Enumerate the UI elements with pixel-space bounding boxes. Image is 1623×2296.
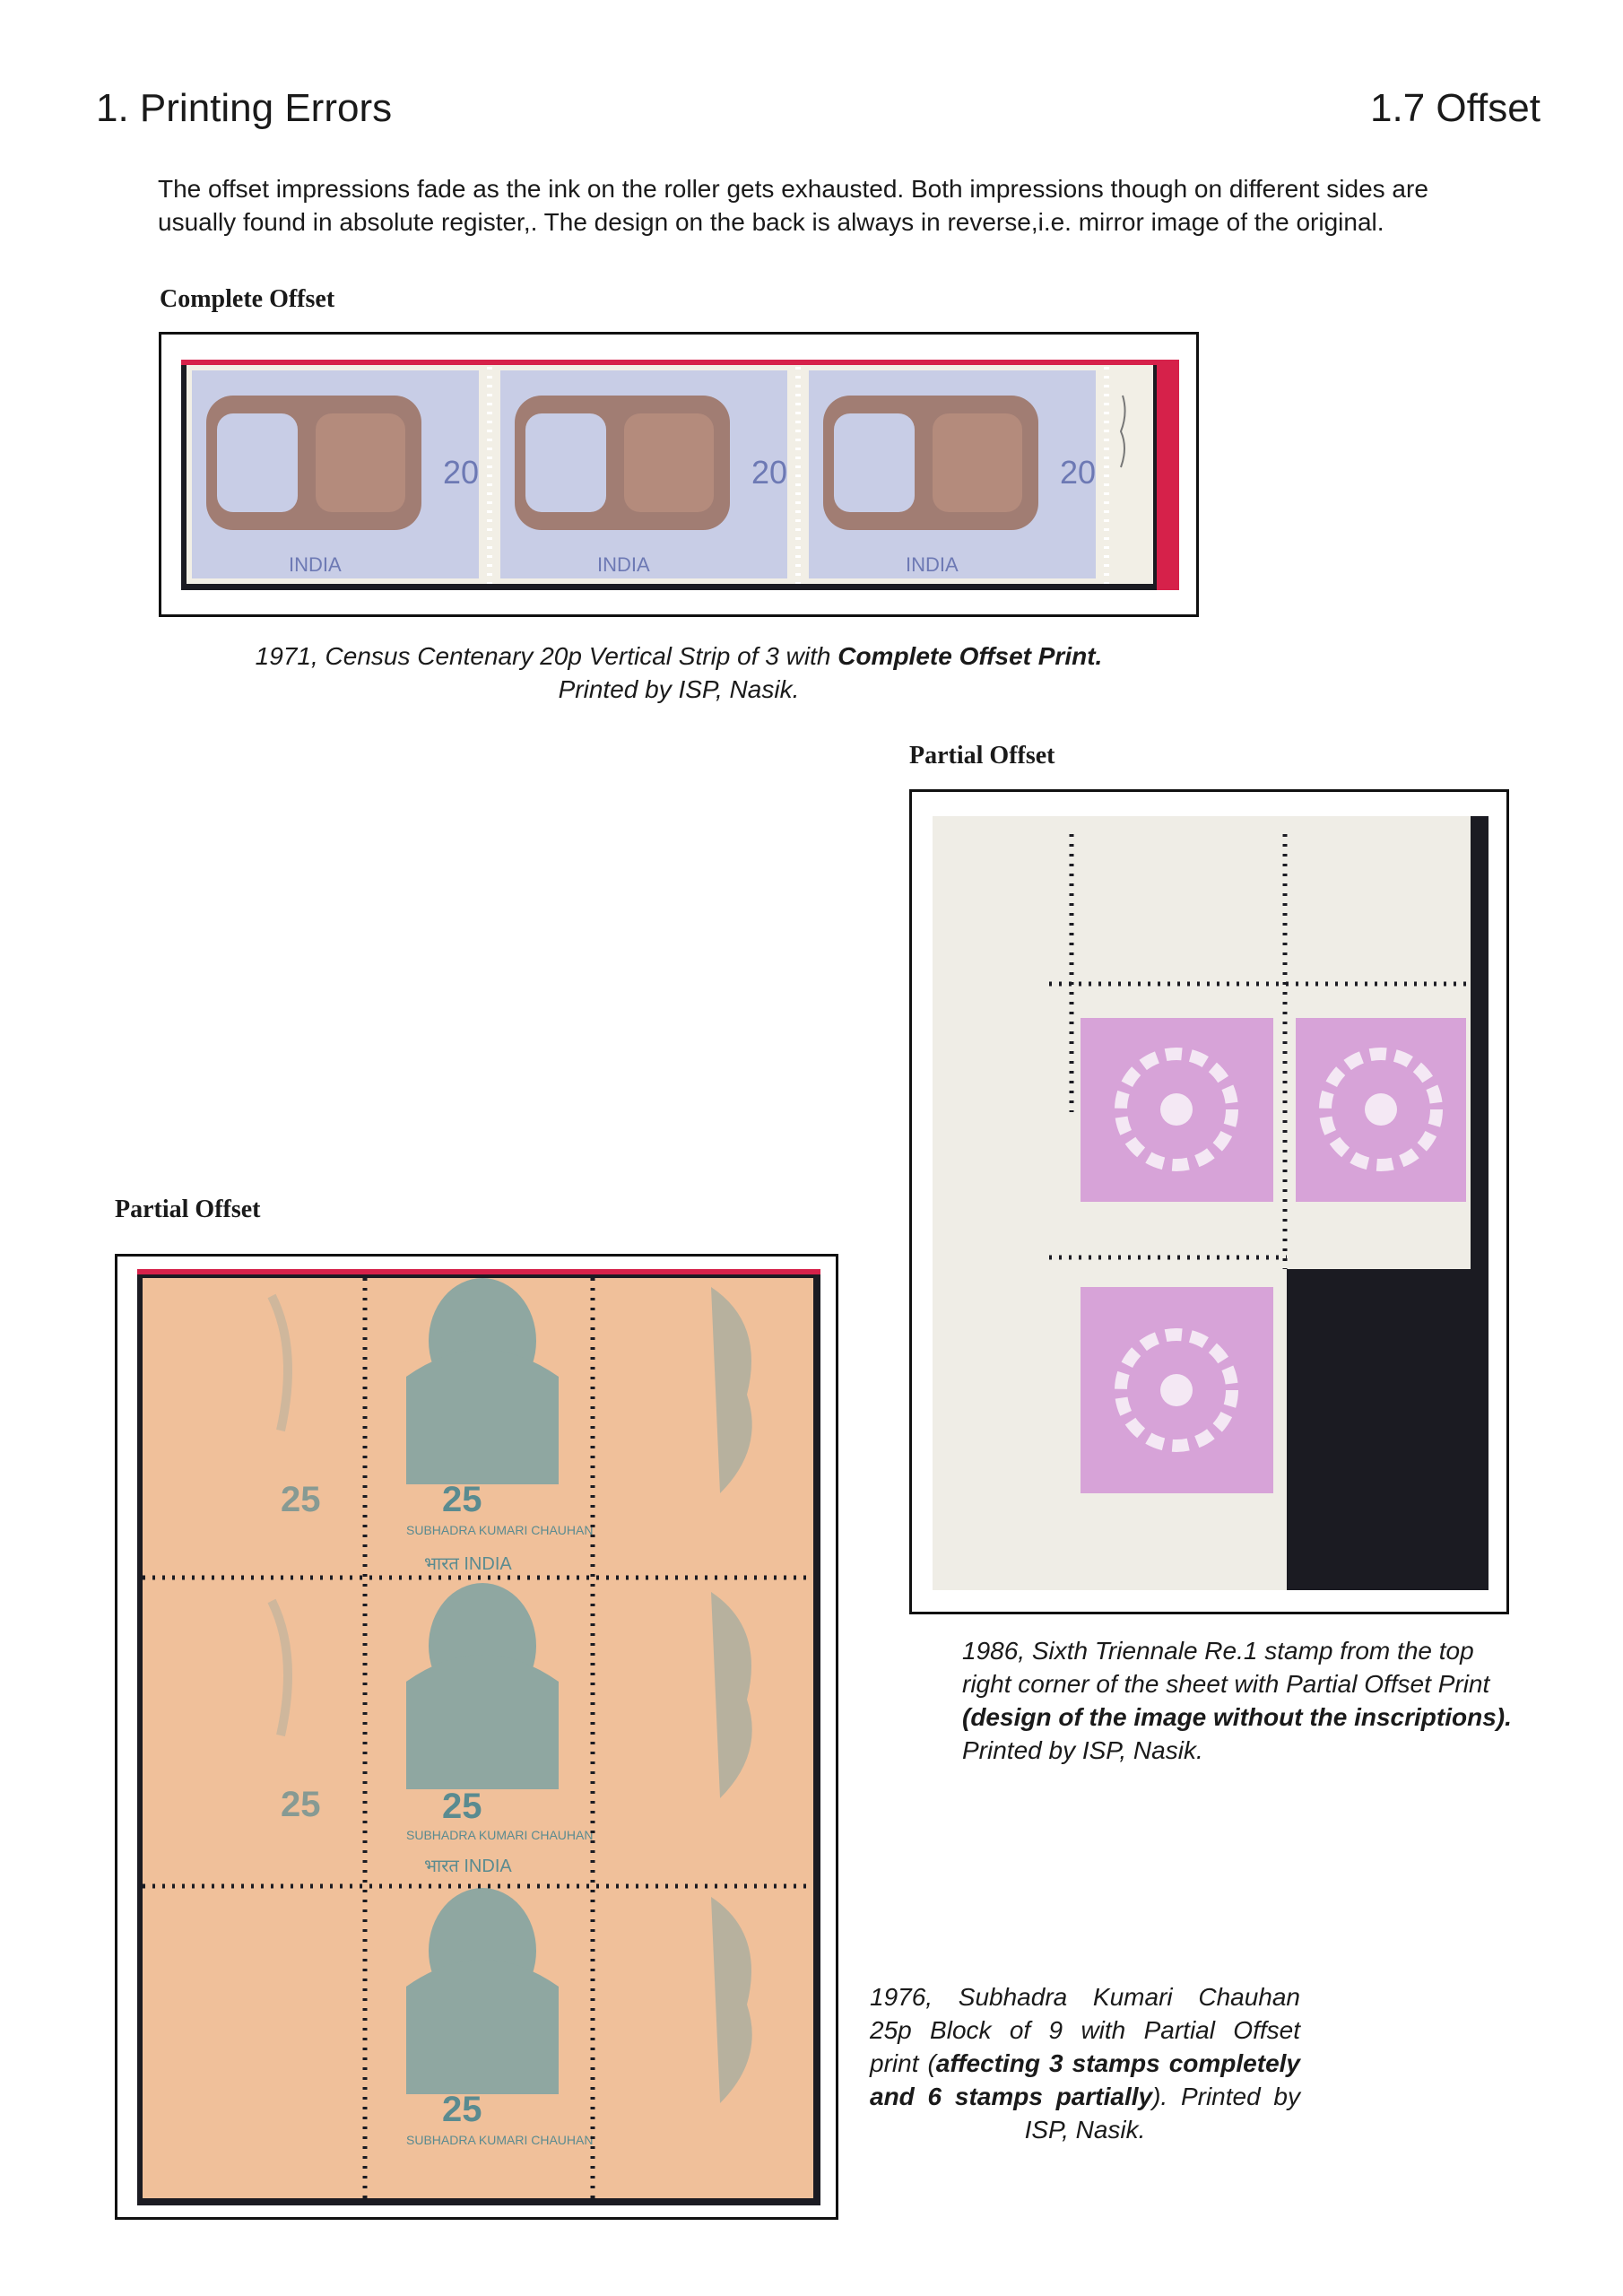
triennale-image [933, 816, 1488, 1590]
subhadra-image [137, 1269, 820, 2205]
subhadra-name-2: SUBHADRA KUMARI CHAUHAN [406, 1828, 594, 1842]
caption-complete-offset-bold: Complete Offset Print. [838, 642, 1103, 670]
subhadra-value-5: 25 [281, 1785, 321, 1824]
caption-subhadra-line3-pre: print ( [870, 2049, 936, 2077]
caption-subhadra-line2: 25p Block of 9 with Partial Offset [870, 2016, 1300, 2044]
subhadra-value-1: 25 [442, 1480, 482, 1519]
triennale-offset-3 [1081, 1287, 1273, 1493]
caption-subhadra-line5: ISP, Nasik. [1024, 2116, 1146, 2144]
intro-line-1: The offset impressions fade as the ink on the roller gets exhausted. Both impressions though on different sides are [158, 175, 1428, 203]
census-value-2: 20 [751, 454, 788, 491]
caption-subhadra-line4-post: ). Printed by [1152, 2083, 1301, 2110]
subhadra-name-1: SUBHADRA KUMARI CHAUHAN [406, 1523, 594, 1537]
census-value-3: 20 [1060, 454, 1097, 491]
subhadra-name-3: SUBHADRA KUMARI CHAUHAN [406, 2133, 594, 2147]
subhadra-frame [115, 1254, 838, 2220]
caption-complete-offset-line2: Printed by ISP, Nasik. [558, 675, 800, 703]
census-stamp-2 [500, 370, 787, 578]
triennale-frame [909, 789, 1509, 1614]
exhibit-heading-complete-offset: Complete Offset [160, 285, 335, 313]
intro-line-2: usually found in absolute register,. The design on the back is always in reverse,i.e. mirror image of the original. [158, 208, 1384, 236]
census-stamp-3 [809, 370, 1096, 578]
caption-triennale-line1: 1986, Sixth Triennale Re.1 stamp from the top [962, 1637, 1474, 1665]
caption-subhadra-line3-bold: affecting 3 stamps completely [935, 2049, 1300, 2077]
caption-triennale [962, 1634, 1536, 1767]
census-strip-frame [159, 332, 1199, 617]
subsection-title: 1.7 Offset [1370, 86, 1541, 130]
section-title: 1. Printing Errors [96, 86, 393, 130]
census-strip-image [181, 360, 1179, 590]
subhadra-value-2: 25 [442, 1787, 482, 1826]
caption-triennale-line3: (design of the image without the inscriptions). [962, 1703, 1512, 1731]
census-strip-photo [181, 360, 1179, 590]
exhibit-heading-partial-offset-subhadra: Partial Offset [115, 1196, 261, 1223]
subhadra-country-1: भारत INDIA [424, 1554, 512, 1574]
triennale-photo [933, 816, 1488, 1590]
census-country-3: INDIA [906, 553, 959, 576]
exhibit-heading-partial-offset-triennale: Partial Offset [909, 742, 1055, 770]
caption-triennale-line4: Printed by ISP, Nasik. [962, 1736, 1203, 1764]
subhadra-value-4: 25 [281, 1480, 321, 1519]
subhadra-value-3: 25 [442, 2090, 482, 2129]
caption-subhadra-line1: 1976, Subhadra Kumari Chauhan [870, 1983, 1300, 2011]
census-value-1: 20 [443, 454, 480, 491]
caption-subhadra-line4-bold: and 6 stamps partially [870, 2083, 1153, 2110]
caption-subhadra [870, 1980, 1300, 2146]
caption-complete-offset-line1: 1971, Census Centenary 20p Vertical Strip of 3 with [255, 642, 838, 670]
subhadra-country-2: भारत INDIA [424, 1857, 512, 1876]
census-stamp-1 [192, 370, 479, 578]
triennale-offset-1 [1081, 1018, 1273, 1202]
subhadra-photo [137, 1269, 820, 2205]
census-country-1: INDIA [289, 553, 342, 576]
intro-paragraph [158, 172, 1557, 239]
caption-complete-offset [159, 639, 1199, 706]
caption-triennale-line2: right corner of the sheet with Partial Offset Print [962, 1670, 1490, 1698]
triennale-offset-2 [1296, 1018, 1466, 1202]
census-country-2: INDIA [597, 553, 650, 576]
